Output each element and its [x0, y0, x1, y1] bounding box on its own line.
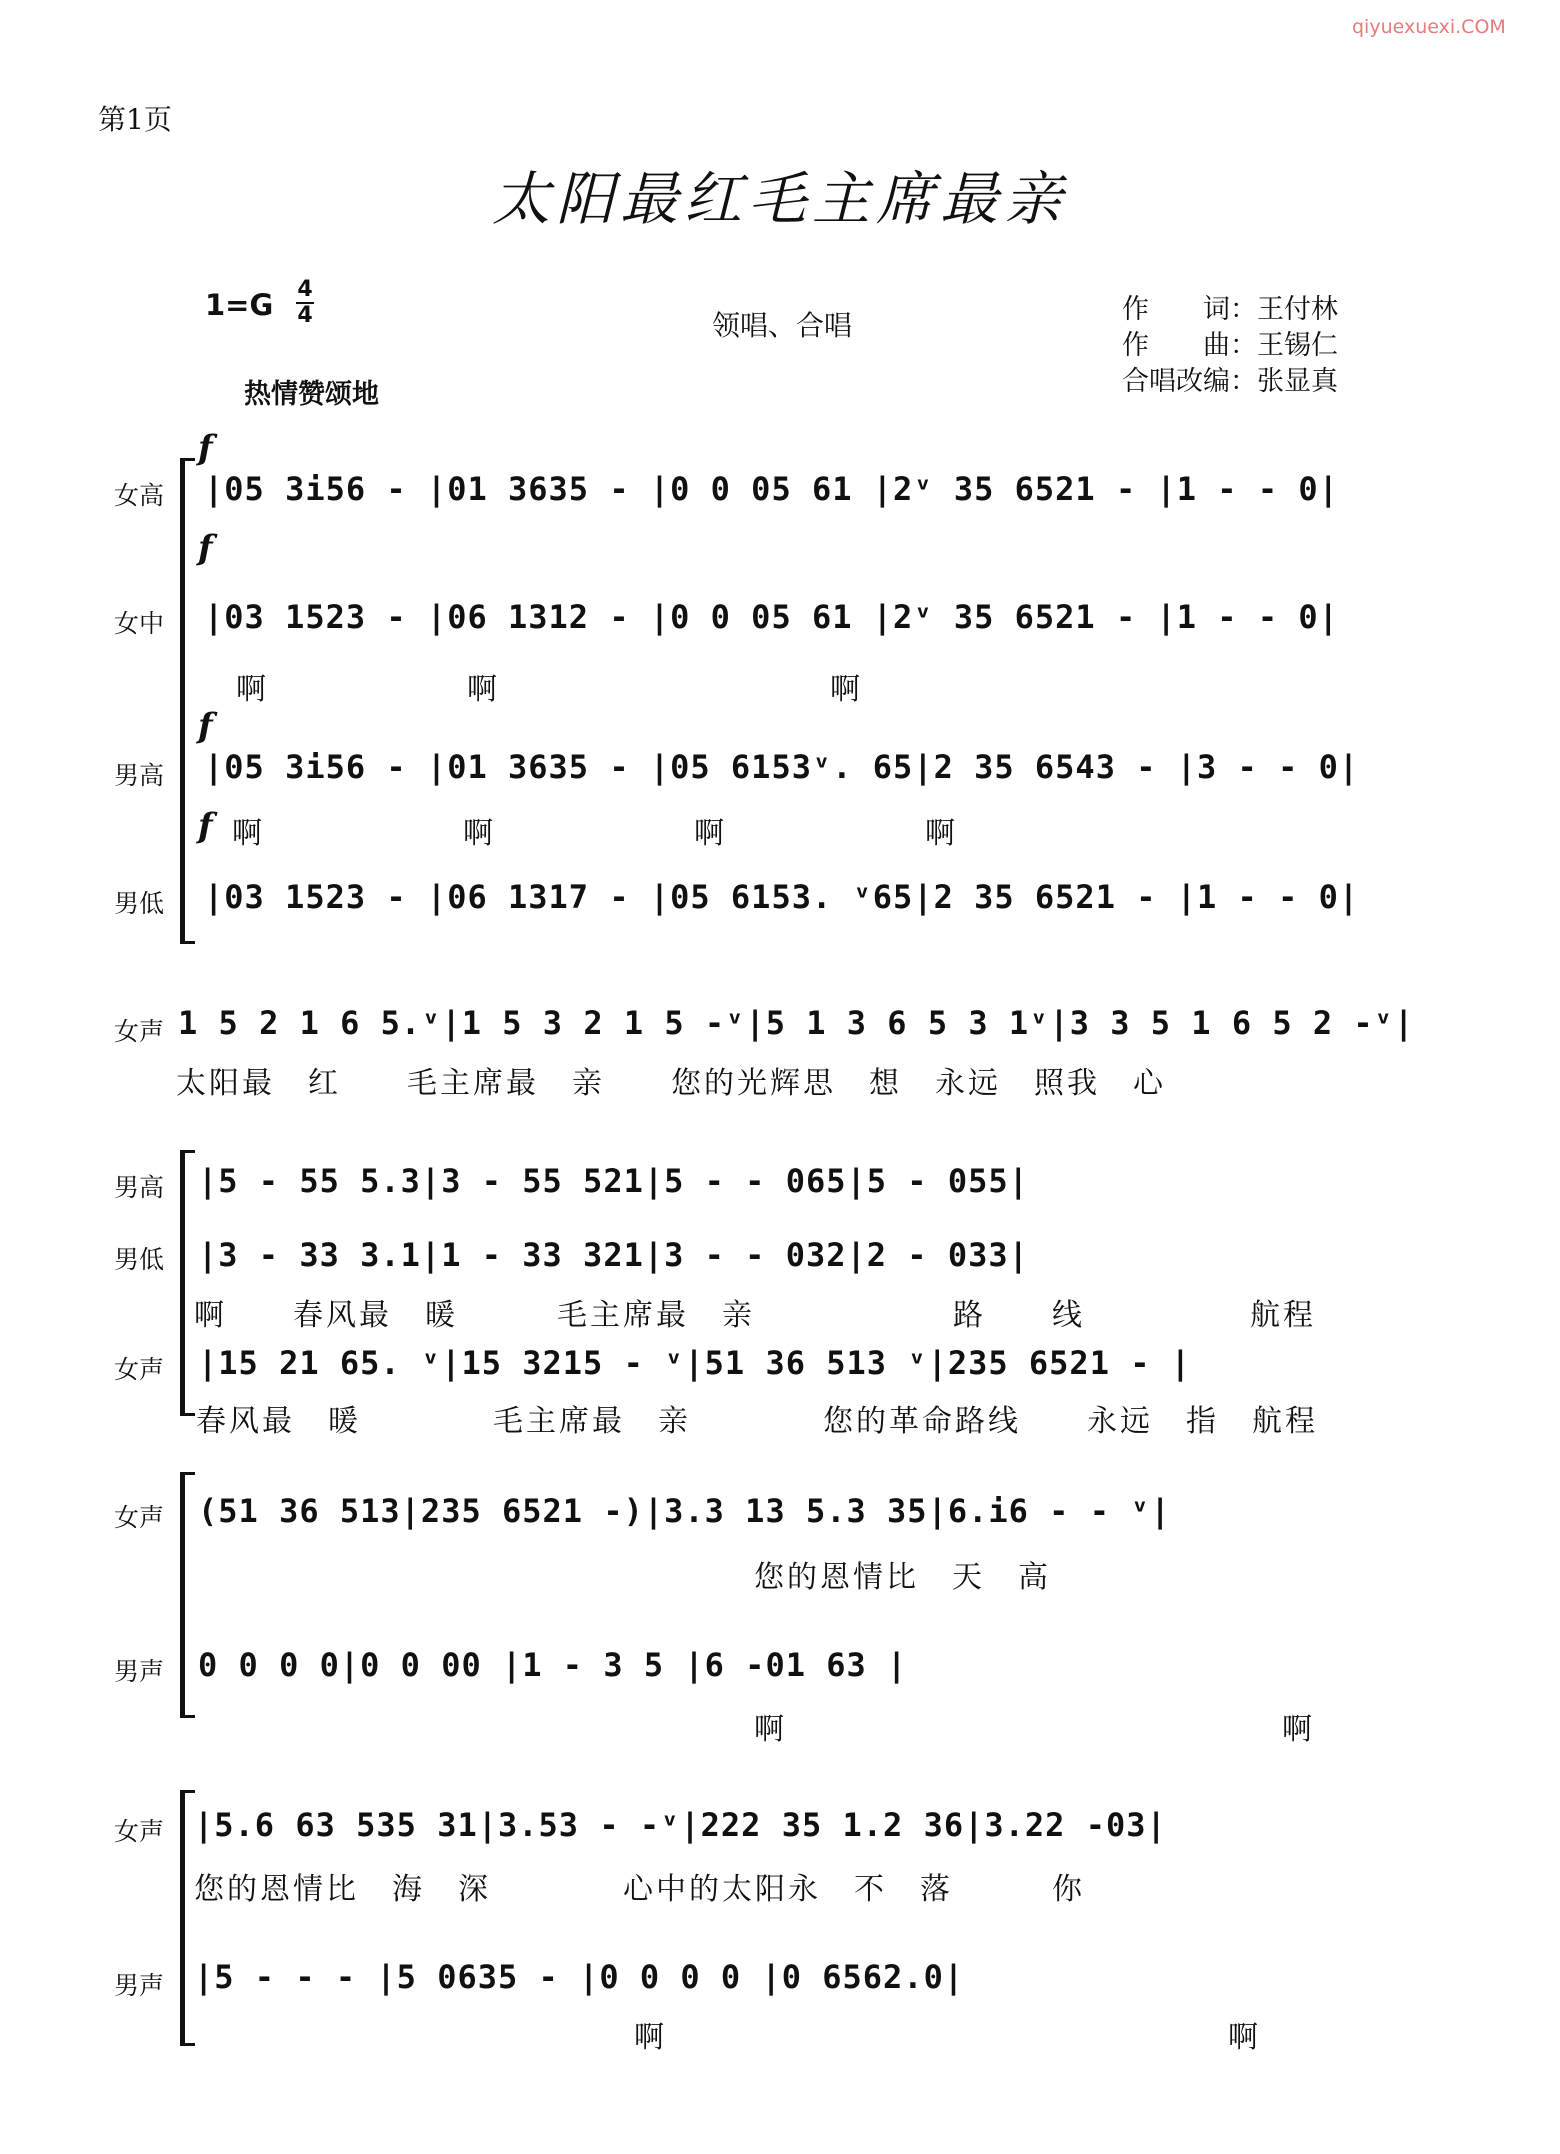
- notation-line: |5.6 63 535 31|3.53 - -ᵛ|222 35 1.2 36|3.22 -03|: [194, 1806, 1167, 1844]
- notation-line: |03 1523 - |06 1317 - |05 6153. ᵛ65|2 35 6521 - |1 - - 0|: [204, 878, 1360, 916]
- notation-line: 1 5 2 1 6 5.ᵛ|1 5 3 2 1 5 -ᵛ|5 1 3 6 5 3 1ᵛ|3 3 5 1 6 5 2 -ᵛ|: [178, 1004, 1415, 1042]
- notation-line: |5 - 55 5.3|3 - 55 521|5 - - 065|5 - 055|: [198, 1162, 1029, 1200]
- page-number: 第1页: [98, 103, 172, 136]
- time-bottom: 4: [297, 303, 313, 328]
- voice-label: 女声: [113, 1017, 164, 1046]
- dynamic-mark: f: [198, 528, 213, 568]
- lyric-line: 啊 啊: [754, 1712, 1315, 1747]
- voice-label: 女高: [113, 481, 164, 510]
- lyric-line: 春风最 暖 毛主席最 亲 您的革命路线 永远 指 航程: [196, 1404, 1318, 1439]
- lyric-line: 啊 春风最 暖 毛主席最 亲 路 线 航程: [194, 1298, 1316, 1333]
- notation-line: |05 3i56 - |01 3635 - |05 6153ᵛ. 65|2 35 6543 - |3 - - 0|: [204, 748, 1360, 786]
- system-bracket: [180, 1472, 195, 1718]
- notation-line: |05 3i56 - |01 3635 - |0 0 05 61 |2ᵛ 35 6521 - |1 - - 0|: [204, 470, 1339, 508]
- subtitle: 领唱、合唱: [712, 309, 853, 342]
- notation-line: |03 1523 - |06 1312 - |0 0 05 61 |2ᵛ 35 6521 - |1 - - 0|: [204, 598, 1339, 636]
- voice-label: 男高: [113, 761, 164, 790]
- notation-line: |5 - - - |5 0635 - |0 0 0 0 |0 6562.0|: [194, 1958, 965, 1996]
- lyric-line: 太阳最 红 毛主席最 亲 您的光辉思 想 永远 照我 心: [176, 1066, 1166, 1101]
- tempo-marking: 热情赞颂地: [244, 379, 379, 410]
- lyric-line: 您的恩情比 天 高: [754, 1560, 1051, 1595]
- arranger: 合唱改编：张显真: [1122, 366, 1338, 397]
- composer: 作 曲：王锡仁: [1122, 330, 1338, 361]
- system-bracket: [180, 1150, 195, 1416]
- voice-label: 女声: [113, 1355, 164, 1384]
- lyric-line: 啊 啊: [634, 2020, 1261, 2055]
- lyric-line: 啊 啊 啊 啊: [232, 816, 958, 851]
- notation-line: |15 21 65. ᵛ|15 3215 - ᵛ|51 36 513 ᵛ|235 6521 - |: [198, 1344, 1192, 1382]
- system-bracket: [180, 1790, 195, 2046]
- time-top: 4: [297, 277, 313, 302]
- dynamic-mark: f: [198, 428, 213, 468]
- voice-label: 女声: [113, 1817, 164, 1846]
- notation-line: 0 0 0 0|0 0 00 |1 - 3 5 |6 -01 63 |: [198, 1646, 908, 1684]
- watermark: qiyuexuexi.COM: [1352, 16, 1506, 38]
- lyric-line: 啊 啊 啊: [236, 672, 863, 707]
- voice-label: 男高: [113, 1173, 164, 1202]
- lyricist: 作 词：王付林: [1122, 294, 1338, 325]
- notation-line: (51 36 513|235 6521 -)|3.3 13 5.3 35|6.i6 - - ᵛ|: [198, 1492, 1171, 1530]
- dynamic-mark: f: [198, 806, 213, 846]
- credits: [1122, 292, 1338, 400]
- voice-label: 女中: [113, 609, 164, 638]
- time-signature: [296, 278, 314, 328]
- notation-line: |3 - 33 3.1|1 - 33 321|3 - - 032|2 - 033|: [198, 1236, 1029, 1274]
- voice-label: 男低: [113, 1245, 164, 1274]
- key-signature: 1=G: [205, 288, 274, 322]
- page-title: 太阳最红毛主席最亲: [491, 165, 1068, 233]
- voice-label: 女声: [113, 1503, 164, 1532]
- voice-label: 男低: [113, 889, 164, 918]
- voice-label: 男声: [113, 1657, 164, 1686]
- system-bracket: [180, 458, 195, 944]
- lyric-line: 您的恩情比 海 深 心中的太阳永 不 落 你: [194, 1872, 1085, 1907]
- voice-label: 男声: [113, 1971, 164, 2000]
- dynamic-mark: f: [198, 706, 213, 746]
